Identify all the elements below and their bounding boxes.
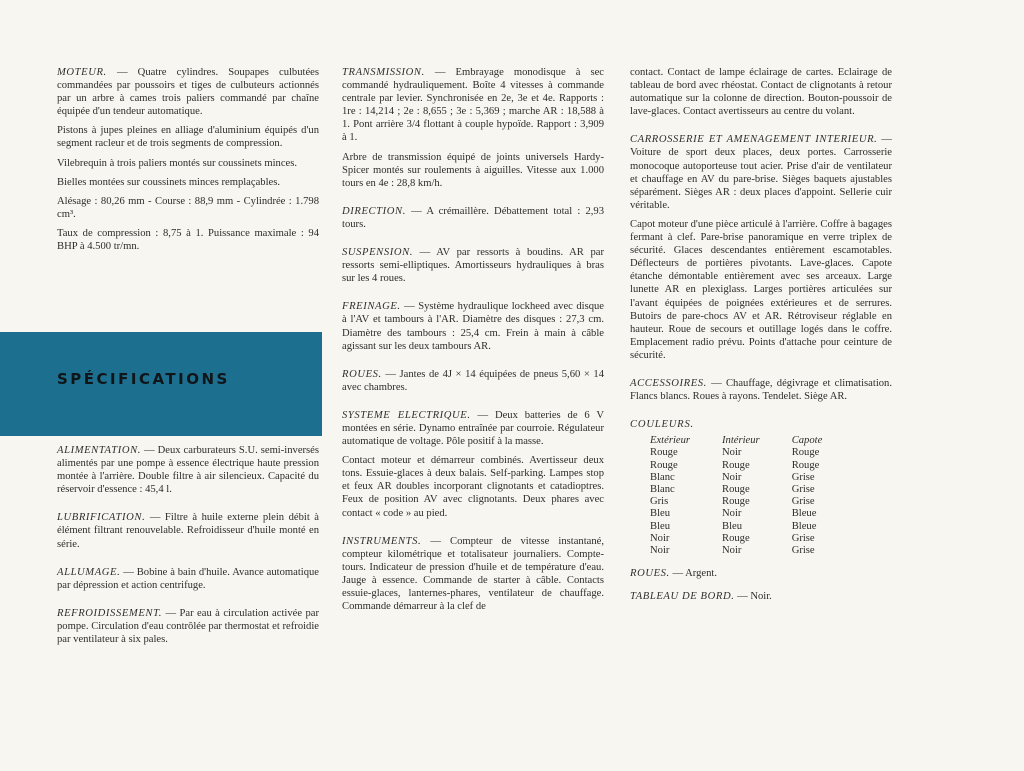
section-text: — Jantes de 4J × 14 équipées de pneus 5,60 × 14 avec chambres.: [342, 368, 604, 393]
tableau-de-bord-text: — Noir.: [737, 591, 772, 603]
section-heading: INSTRUMENTS.: [342, 535, 422, 547]
section-transmission: [342, 66, 604, 190]
table-cell: Bleue: [791, 508, 817, 520]
section-heading: LUBRIFICATION.: [57, 512, 146, 524]
table-cell: Grise: [791, 496, 815, 508]
section-paragraph: [630, 218, 892, 362]
section-paragraph: [342, 535, 604, 614]
section-paragraph: [630, 66, 892, 118]
table-cell: Gris: [650, 496, 669, 508]
table-row: [650, 484, 854, 496]
table-row: [650, 472, 854, 484]
couleurs-title: COULEURS.: [630, 419, 694, 431]
table-cell: Bleue: [791, 520, 817, 532]
section-paragraph: [342, 151, 604, 190]
section-text: — Quatre cylindres. Soupapes culbutées commandées par poussoirs et tiges de culbuteurs actionnés par un arbre à cames trois paliers commandé par chaîne équipée d'un tendeur automatique.: [57, 67, 319, 118]
section-text: contact. Contact de lampe éclairage de cartes. Eclairage de tableau de bord avec rhéostat. Contact de clignotants à retour automatique sur la colonne de direction. Bouton-poussoir de lave-glaces. Contact avertisseurs au centre du volant.: [630, 67, 892, 118]
band-title: SPÉCIFICATIONS: [57, 370, 230, 388]
table-cell: Grise: [791, 484, 815, 496]
section-text: — Deux batteries de 6 V montées en série. Dynamo entraînée par courroie. Régulateur automatique de voltage. Pôle positif à la masse.: [342, 409, 605, 448]
section-text: — AV par ressorts à boudins. AR par ressorts semi-elliptiques. Amortisseurs hydrauliques à bras sur les 4 roues.: [342, 247, 604, 285]
section-paragraph: [57, 66, 319, 118]
section-paragraph: [57, 157, 319, 170]
section-heading: REFROIDISSEMENT.: [57, 607, 163, 619]
section-text: — Système hydraulique lockheed avec disque à l'AV et tambours à l'AR. Diamètre des disques : 27,3 cm. Diamètre des tambours : 25,4 cm. Frein à main à câble agissant sur les deux tambours AR.: [342, 301, 604, 352]
table-cell: Noir: [722, 447, 742, 459]
section-alimentation: [57, 444, 319, 496]
section-moteur: [57, 66, 319, 253]
section-heading: ROUES.: [342, 368, 382, 380]
section-heading: FREINAGE.: [342, 301, 401, 313]
section-direction: [342, 205, 604, 231]
table-row: [650, 533, 854, 545]
section-text: — Voiture de sport deux places, deux portes. Carrosserie monocoque autoporteuse tout acier. Prise d'air de ventilateur et chauffage en AV du pare-brise. Sièges baquets ajustables séparément. Sièges AR : deux places d'appoint. Sellerie cuir véritable.: [630, 134, 892, 211]
section-text: Bielles montées sur coussinets minces remplaçables.: [57, 176, 281, 188]
table-cell: Grise: [791, 545, 815, 557]
table-cell: Blanc: [650, 471, 675, 483]
section-paragraph: [57, 176, 319, 189]
section-paragraph: [342, 409, 604, 448]
table-cell: Grise: [791, 471, 815, 483]
section-text: Taux de compression : 8,75 à 1. Puissance maximale : 94 BHP à 4.500 tr/mn.: [57, 227, 319, 253]
table-cell: Noir: [722, 508, 742, 520]
section-paragraph: [342, 300, 604, 352]
table-cell: Rouge: [791, 459, 820, 471]
section-heading: ACCESSOIRES.: [630, 377, 707, 389]
section-text: Alésage : 80,26 mm - Course : 88,9 mm - Cylindrée : 1.798 cm³.: [57, 195, 319, 220]
couleurs-body: [650, 447, 854, 557]
section-heading: ALLUMAGE.: [57, 566, 121, 578]
couleurs-block: [630, 418, 892, 557]
section-text: — Embrayage monodisque à sec commandé hydrauliquement. Boîte 4 vitesses à commande centrale par levier. Synchronisée en 2e, 3e et 4e. Rapports : 1re : 14,214 ; 2e : 8,655 ; 3e : 5,369 ; marche AR : 18,588 à 1. Pont arrière 3/4 flottant à couple hypoïde. Rapport : 3,909 à 1.: [342, 67, 604, 144]
table-cell: Grise: [791, 532, 815, 544]
table-row: [650, 521, 854, 533]
section-heading: MOTEUR.: [57, 67, 107, 78]
table-cell: Rouge: [722, 484, 750, 496]
column-1-top: [57, 66, 319, 268]
table-cell: Noir: [722, 471, 742, 483]
section-text: — Filtre à huile externe plein débit à élément filtrant renouvelable. Refroidisseur d'huile monté en série.: [57, 512, 319, 550]
table-cell: Rouge: [791, 447, 820, 459]
table-cell: Rouge: [650, 459, 678, 471]
section-text: Pistons à jupes pleines en alliage d'aluminium équipés d'un segment racleur et de trois segments de compression.: [57, 125, 319, 150]
section-paragraph: [342, 454, 604, 519]
table-cell: Noir: [650, 545, 670, 557]
table-row: [650, 447, 854, 459]
section-paragraph: [57, 227, 319, 253]
section-heading: DIRECTION.: [342, 205, 406, 217]
couleurs-header-cell: Extérieur: [650, 435, 691, 447]
section-text: — Par eau à circulation activée par pompe. Circulation d'eau contrôlée par thermostat et refroidie par ventilateur à six pales.: [57, 607, 319, 646]
table-row: [650, 545, 854, 557]
table-cell: Noir: [722, 545, 742, 557]
section-suspension: [342, 246, 604, 285]
table-row: [650, 496, 854, 508]
table-cell: Rouge: [722, 459, 750, 471]
section-paragraph: [630, 133, 892, 212]
section-roues: [342, 368, 604, 394]
couleurs-table: [650, 435, 854, 557]
section-heading: SUSPENSION.: [342, 247, 414, 259]
tableau-de-bord: [630, 590, 892, 603]
table-cell: Rouge: [722, 496, 750, 508]
table-cell: Bleu: [650, 508, 671, 520]
section-refroidissement: [57, 607, 319, 646]
section-paragraph: [57, 444, 319, 496]
section-text: Capot moteur d'une pièce articulé à l'arrière. Coffre à bagages fermant à clef. Pare-brise panoramique en verre triplex de sécurité. Glaces descendantes entièrement escamotables. Déflecteurs de portières pivotants. Lave-glaces. Capote étanche démontable entièrement avec ses arceaux. Large lunette AR en plexiglass. Larges portières articulées sur l'avant équipées de poignées extérieures et de serrures. Butoirs de pare-chocs AV et AR. Rétroviseur réglable en hauteur. Roue de secours et outillage logés dans le coffre. Emplacement radio prévu. Points d'attache pour ceinture de sécurité.: [630, 218, 892, 361]
section-suite: [630, 66, 892, 118]
section-paragraph: [57, 124, 319, 150]
section-text: — Bobine à bain d'huile. Avance automatique par dépression et action centrifuge.: [57, 566, 319, 591]
section-carrosserie: [630, 133, 892, 362]
table-cell: Bleu: [650, 520, 671, 532]
section-text: — Compteur de vitesse instantané, compteur kilométrique et totalisateur journaliers. Compte-tours. Indicateur de pression d'huile et de température d'eau. Jauge à essence. Commande de starter à câble. Contacts essuie-glaces, lanternes-phares, ventilateur de chauffage. Commande démarreur à la clef de: [342, 535, 604, 613]
section-text: Vilebrequin à trois paliers montés sur coussinets minces.: [57, 157, 298, 169]
table-row: [650, 508, 854, 520]
table-cell: Bleu: [722, 520, 743, 532]
table-cell: Rouge: [722, 532, 750, 544]
section-freinage: [342, 300, 604, 352]
section-instruments: [342, 535, 604, 614]
section-lubrification: [57, 511, 319, 550]
roues-couleur-head: ROUES.: [630, 568, 670, 580]
section-accessoires: [630, 377, 892, 403]
section-paragraph: [57, 566, 319, 592]
section-paragraph: [57, 607, 319, 646]
section-paragraph: [57, 511, 319, 550]
section-heading: CARROSSERIE ET AMENAGEMENT INTERIEUR.: [630, 134, 878, 146]
section-text: Arbre de transmission équipé de joints universels Hardy-Spicer montés sur roulements à aiguilles. Vitesse aux 1.000 tours en 4e : 28,8 km/h.: [342, 151, 604, 189]
couleurs-header-row: [650, 435, 854, 447]
section-allumage: [57, 566, 319, 592]
section-heading: ALIMENTATION.: [57, 445, 142, 456]
section-text: — A crémaillère. Débattement total : 2,93 tours.: [342, 205, 605, 230]
section-systeme-electrique: [342, 409, 604, 520]
table-cell: Rouge: [650, 447, 678, 459]
column-3-sections: [630, 66, 892, 403]
section-paragraph: [630, 377, 892, 403]
roues-couleur: [630, 567, 892, 580]
tableau-de-bord-head: TABLEAU DE BORD.: [630, 591, 735, 603]
column-2: [342, 66, 604, 628]
table-row: [650, 460, 854, 472]
table-cell: Noir: [650, 532, 670, 544]
section-heading: SYSTEME ELECTRIQUE.: [342, 409, 471, 421]
section-text: — Deux carburateurs S.U. semi-inversés alimentés par une pompe à essence électrique haute pression montée à l'arrière. Double filtre à air silencieux. Capacité du réservoir d'essence : 45,4 l.: [57, 445, 319, 496]
section-text: Contact moteur et démarreur combinés. Avertisseur deux tons. Essuie-glaces à deux balais. Self-parking. Lampes stop et feux AR doubles incorporant clignotants et catadioptres. Feux de position AV avec clignotants. Deux phares avec contact « code » au pied.: [342, 455, 604, 519]
table-cell: Blanc: [650, 484, 675, 496]
section-paragraph: [342, 246, 604, 285]
section-paragraph: [57, 195, 319, 221]
roues-couleur-text: — Argent.: [672, 568, 717, 580]
couleurs-header-cell: Capote: [791, 435, 823, 447]
section-heading: TRANSMISSION.: [342, 67, 425, 78]
section-paragraph: [342, 205, 604, 231]
column-3: [630, 66, 892, 603]
section-text: — Chauffage, dégivrage et climatisation. Flancs blancs. Roues à rayons. Tendelet. Siège AR.: [630, 377, 893, 403]
section-paragraph: [342, 368, 604, 394]
column-1-bottom: [57, 444, 319, 661]
section-paragraph: [342, 66, 604, 145]
couleurs-header-cell: Intérieur: [722, 435, 760, 447]
